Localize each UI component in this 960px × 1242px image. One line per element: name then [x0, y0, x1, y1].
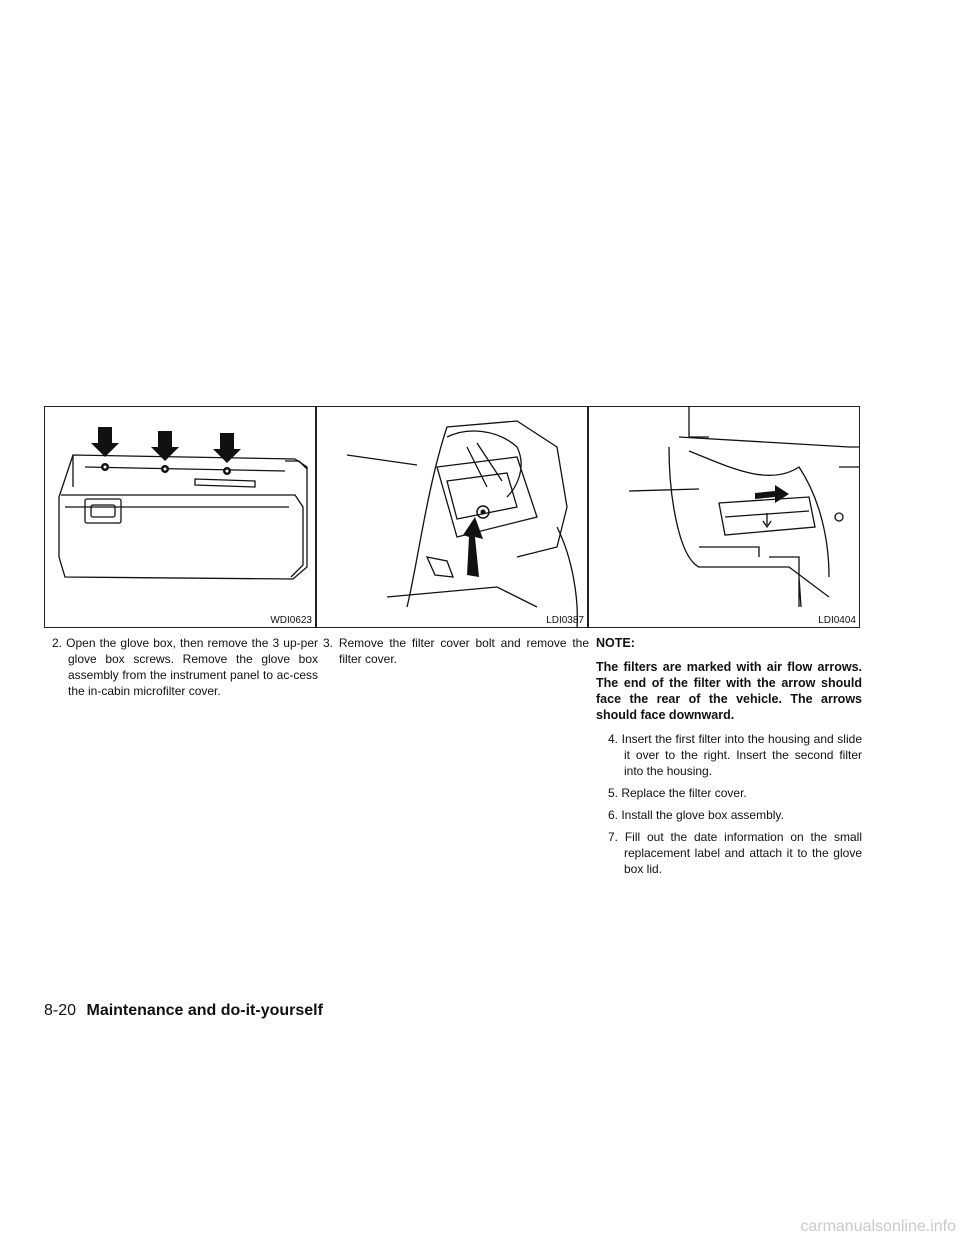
watermark: carmanualsonline.info [800, 1218, 956, 1235]
figure-glove-box-screws [44, 406, 316, 628]
column-2 [323, 635, 589, 673]
step-7: 7. Fill out the date information on the small replacement label and attach it to the glove box lid. [608, 830, 862, 876]
figure-filter-airflow [588, 406, 860, 628]
figure-filter-cover-bolt [316, 406, 588, 628]
step-3: 3. Remove the filter cover bolt and remove the filter cover. [323, 636, 589, 666]
filter-cover-illustration [317, 407, 588, 628]
figure-id: WDI0623 [270, 615, 312, 626]
page-footer [44, 1002, 323, 1020]
arrow-down-icon [91, 427, 119, 457]
figure-id: LDI0387 [546, 615, 584, 626]
arrow-up-icon [463, 517, 483, 577]
page-number: 8-20 [44, 1002, 77, 1019]
note-heading: NOTE: [596, 636, 635, 650]
step-5: 5. Replace the filter cover. [608, 786, 747, 800]
step-4: 4. Insert the first filter into the housing and slide it over to the right. Insert the second filter into the housing. [608, 732, 862, 778]
section-title: Maintenance and do-it-yourself [86, 1002, 323, 1019]
step-2: 2. Open the glove box, then remove the 3 up-per glove box screws. Remove the glove box assembly from the instrument panel to ac-cess the in-cabin microfilter cover. [52, 636, 318, 698]
filter-housing-illustration [589, 407, 860, 628]
column-3 [596, 635, 862, 883]
figure-id: LDI0404 [818, 615, 856, 626]
column-1 [52, 635, 318, 705]
glove-box-illustration [45, 407, 316, 628]
note-text: The filters are marked with air flow arrows. The end of the filter with the arrow should face the rear of the vehicle. The arrows should face downward. [596, 660, 862, 722]
step-6: 6. Install the glove box assembly. [608, 808, 784, 822]
arrow-small-down-icon [763, 513, 771, 527]
